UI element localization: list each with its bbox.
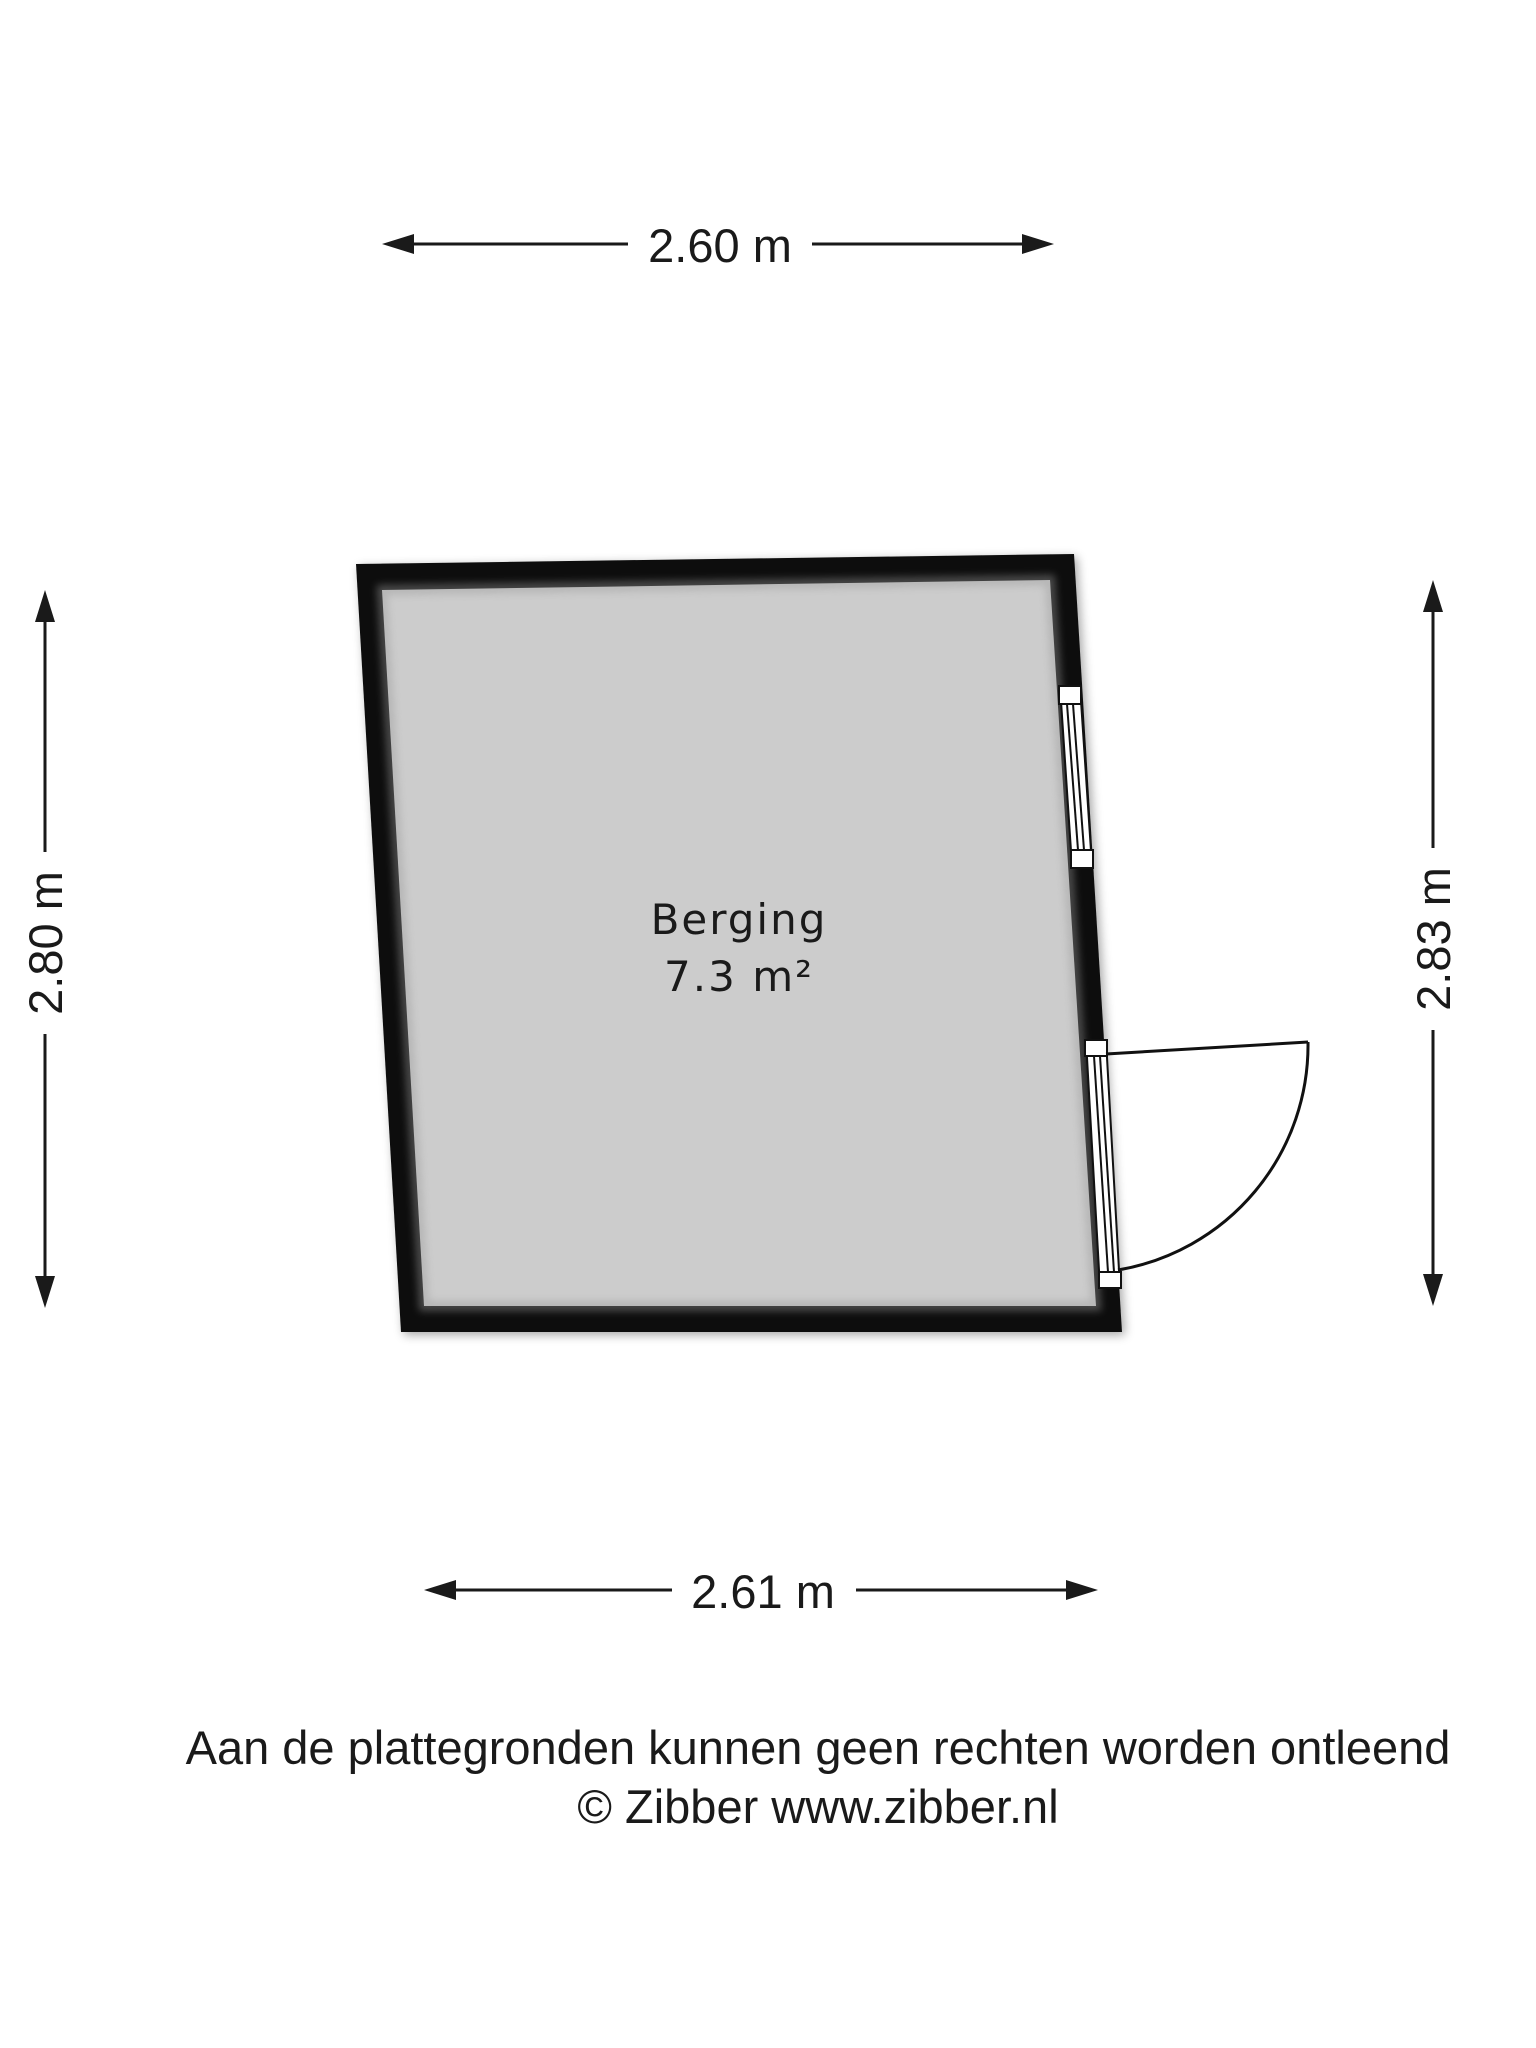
window-jamb bbox=[1059, 686, 1081, 704]
disclaimer-text: Aan de plattegronden kunnen geen rechten worden ontleend bbox=[185, 1721, 1451, 1774]
dimension-top bbox=[382, 219, 1054, 272]
room-berging bbox=[356, 554, 1308, 1332]
arrow-left-icon bbox=[382, 234, 414, 254]
arrow-down-icon bbox=[35, 1276, 55, 1308]
room-name: Berging bbox=[650, 895, 828, 944]
room-area: 7.3 m² bbox=[664, 952, 814, 1001]
arrow-left-icon bbox=[424, 1580, 456, 1600]
dimension-left bbox=[19, 590, 72, 1308]
copyright-text: © Zibber www.zibber.nl bbox=[577, 1780, 1059, 1833]
door-swing-arc bbox=[1118, 1042, 1308, 1270]
footer bbox=[186, 1721, 1451, 1833]
dimension-label-bottom: 2.61 m bbox=[691, 1565, 835, 1618]
dimension-label-left: 2.80 m bbox=[19, 871, 72, 1015]
dimension-bottom bbox=[424, 1565, 1098, 1618]
arrow-up-icon bbox=[1423, 580, 1443, 612]
arrow-up-icon bbox=[35, 590, 55, 622]
arrow-down-icon bbox=[1423, 1274, 1443, 1306]
door-leaf bbox=[1106, 1042, 1308, 1054]
arrow-right-icon bbox=[1022, 234, 1054, 254]
dimension-right bbox=[1407, 580, 1460, 1306]
door bbox=[1085, 1040, 1308, 1288]
dimension-label-right: 2.83 m bbox=[1407, 867, 1460, 1011]
arrow-right-icon bbox=[1066, 1580, 1098, 1600]
door-jamb bbox=[1099, 1272, 1121, 1288]
window-jamb bbox=[1071, 850, 1093, 868]
dimension-label-top: 2.60 m bbox=[648, 219, 792, 272]
door-jamb bbox=[1085, 1040, 1107, 1056]
